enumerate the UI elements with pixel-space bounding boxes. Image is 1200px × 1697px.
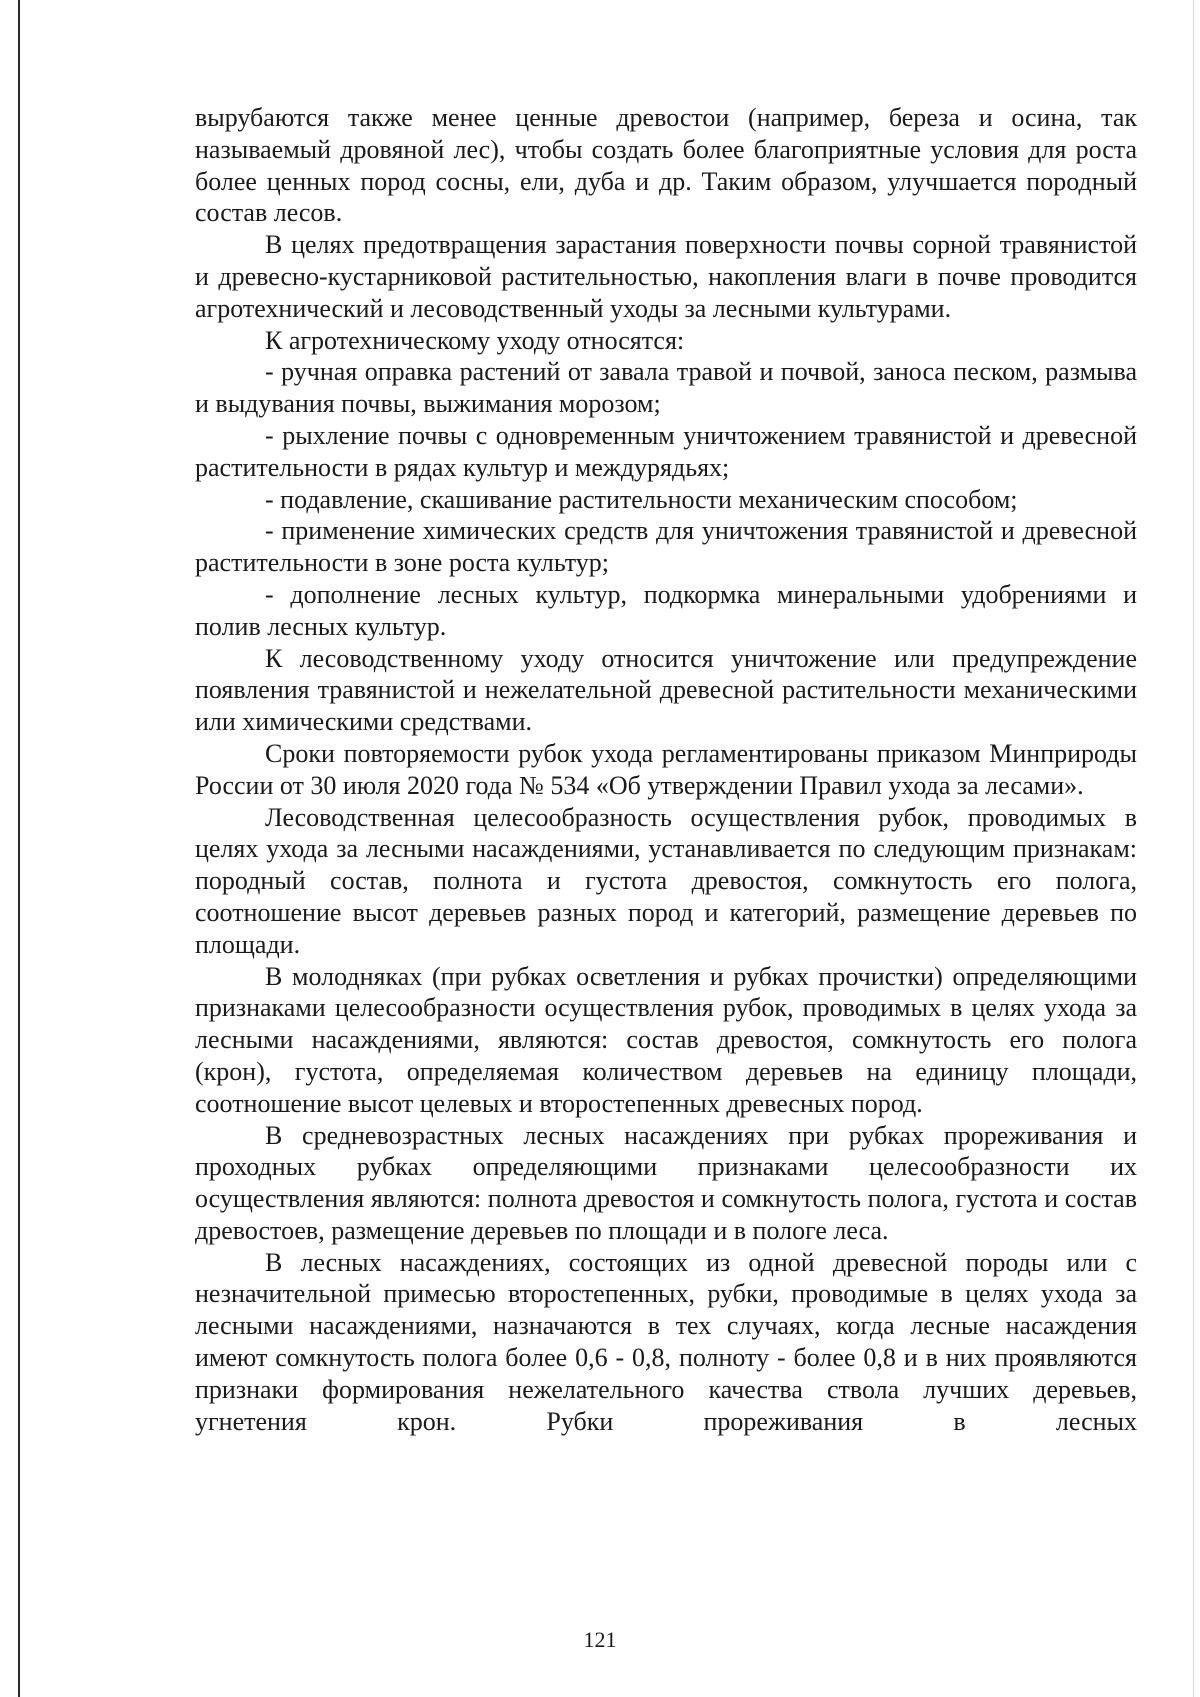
scan-border-left <box>18 0 20 1697</box>
paragraph-silvicultural-care: К лесоводственному уходу относится уничтожение или предупреждение появления травянистой и нежелательной древесной растительности механическими или химическими средствами. <box>195 643 1137 737</box>
list-item-loosening: - рыхление почвы с одновременным уничтожением травянистой и древесной растительности в рядах культур и междурядьях; <box>195 420 1137 482</box>
paragraph-single-species: В лесных насаждениях, состоящих из одной древесной породы или с незначительной примесью второстепенных, рубки, проводимые в целях ухода за лесными насаждениями, назначаются в тех случаях, когда лесные насаждения имеют сомкнутость полога более 0,6 - 0,8, полноту - более 0,8 и в них проявляются признаки формирования нежелательного качества ствола лучших деревьев, угнетения крон. Рубки прореживания в лесных <box>195 1247 1137 1436</box>
scan-border-right <box>1193 0 1194 1697</box>
list-item-chemicals: - применение химических средств для уничтожения травянистой и древесной растительности в зоне роста культур; <box>195 516 1137 578</box>
list-item-manual-adjustment: - ручная оправка растений от завала травой и почвой, заноса песком, размыва и выдувания почвы, выжимания морозом; <box>195 357 1137 419</box>
paragraph-regulation: Сроки повторяемости рубок ухода регламентированы приказом Минприроды России от 30 июля 2020 года № 534 «Об утверждении Правил ухода за лесами». <box>195 738 1137 800</box>
paragraph-continuation: вырубаются также менее ценные древостои (например, береза и осина, так называемый дровяной лес), чтобы создать более благоприятные условия для роста более ценных пород сосны, ели, дуба и др. Таким образом, улучшается породный состав лесов. <box>195 103 1137 228</box>
paragraph-young-stands: В молодняках (при рубках осветления и рубках прочистки) определяющими признаками целесообразности осуществления рубок, проводимых в целях ухода за лесными насаждениями, являются: состав древостоя, сомкнутость его полога (крон), густота, определяемая количеством деревьев на единицу площади, соотношение высот целевых и второстепенных древесных пород. <box>195 961 1137 1118</box>
document-body <box>195 102 1137 1437</box>
paragraph-agrotech-heading: К агротехническому уходу относятся: <box>265 325 685 355</box>
paragraph-feasibility: Лесоводственная целесообразность осуществления рубок, проводимых в целях ухода за лесными насаждениями, устанавливается по следующим признакам: породный состав, полнота и густота древостоя, сомкнутость его полога, соотношение высот деревьев разных пород и категорий, размещение деревьев по площади. <box>195 802 1137 959</box>
paragraph-care-types: В целях предотвращения зарастания поверхности почвы сорной травянистой и древесно-кустарниковой растительностью, накопления влаги в почве проводится агротехнический и лесоводственный уходы за лесными культурами. <box>195 230 1137 323</box>
page-number: 121 <box>583 1627 617 1652</box>
list-item-supplement: - дополнение лесных культур, подкормка минеральными удобрениями и полив лесных культур. <box>195 579 1137 641</box>
paragraph-middle-aged: В средневозрастных лесных насаждениях при рубках прореживания и проходных рубках определяющими признаками целесообразности их осуществления являются: полнота древостоя и сомкнутость полога, густота и состав древостоев, размещение деревьев по площади и в пологе леса. <box>195 1120 1137 1245</box>
list-item-suppression: - подавление, скашивание растительности механическим способом; <box>265 484 1018 514</box>
